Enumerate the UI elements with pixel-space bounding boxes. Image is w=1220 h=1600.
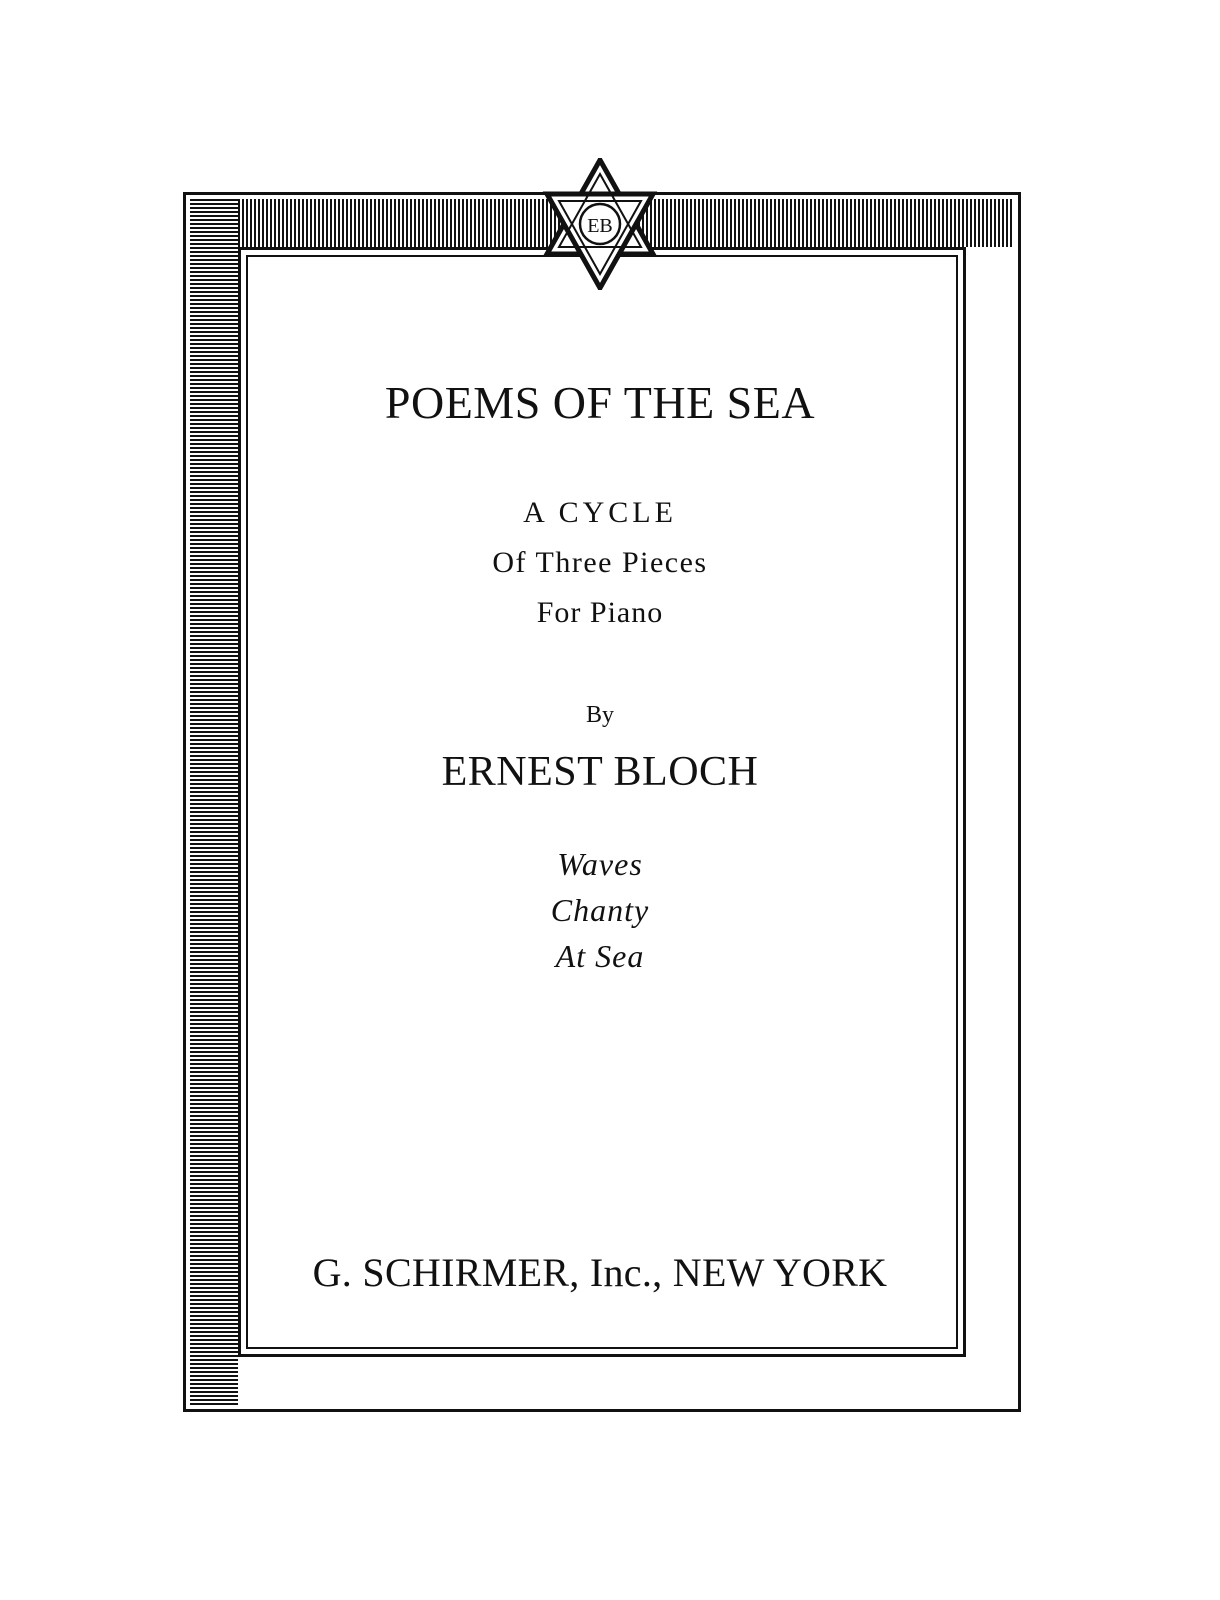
publisher-line: G. SCHIRMER, Inc., NEW YORK xyxy=(312,1250,888,1295)
subtitle-line-3: For Piano xyxy=(536,596,664,629)
piece-title: Chanty xyxy=(550,892,650,928)
decorative-border xyxy=(183,192,1021,1412)
piece-title: Waves xyxy=(557,846,643,882)
emblem-monogram: EB xyxy=(587,215,613,237)
page-title: POEMS OF THE SEA xyxy=(384,377,816,428)
composer-name: ERNEST BLOCH xyxy=(441,749,759,795)
star-of-david-icon xyxy=(541,158,659,290)
subtitle-line-2: Of Three Pieces xyxy=(492,546,708,579)
by-label: By xyxy=(585,702,614,728)
piece-title: At Sea xyxy=(555,938,645,974)
subtitle-line-1: A CYCLE xyxy=(523,496,677,529)
